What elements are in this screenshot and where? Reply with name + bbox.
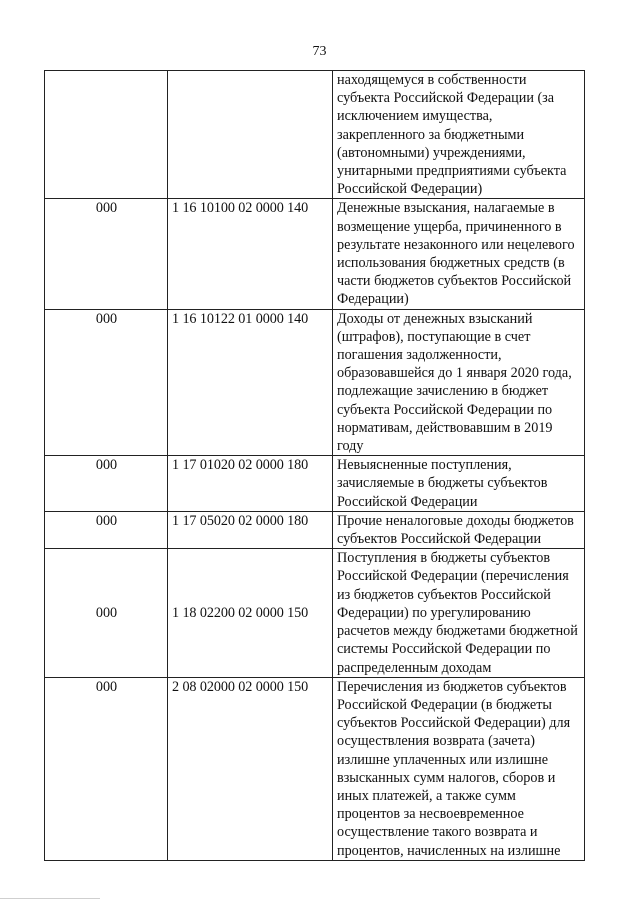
- revenue-name-cell: Невыясненные поступления, зачисляемые в бюджеты субъектов Российской Федерации: [333, 456, 585, 512]
- revenue-code-cell: 1 18 02200 02 0000 150: [168, 549, 333, 677]
- revenue-code-cell: 2 08 02000 02 0000 150: [168, 677, 333, 860]
- table-row: [45, 199, 585, 309]
- revenue-name-cell: Поступления в бюджеты субъектов Российской Федерации (перечисления из бюджетов субъектов Российской Федерации) по урегулированию расчетов между бюджетами бюджетной системы Российской Федерации по распределенным доходам: [333, 549, 585, 677]
- revenue-code-cell: 1 17 05020 02 0000 180: [168, 511, 333, 548]
- admin-code-cell: 000: [45, 677, 168, 860]
- revenue-code-cell: 1 16 10122 01 0000 140: [168, 309, 333, 456]
- revenue-code-cell: [168, 71, 333, 199]
- admin-code-cell: [45, 71, 168, 199]
- admin-code-cell: 000: [45, 199, 168, 309]
- scan-edge-line: [0, 898, 100, 899]
- table-row: [45, 511, 585, 548]
- revenue-name-cell: Денежные взыскания, налагаемые в возмещение ущерба, причиненного в результате незаконного или нецелевого использования бюджетных средств (в части бюджетов субъектов Российской Федерации): [333, 199, 585, 309]
- revenue-code-cell: 1 16 10100 02 0000 140: [168, 199, 333, 309]
- admin-code-cell: 000: [45, 549, 168, 677]
- revenue-name-cell: Прочие неналоговые доходы бюджетов субъектов Российской Федерации: [333, 511, 585, 548]
- table-row: [45, 549, 585, 677]
- revenue-name-cell: находящемуся в собственности субъекта Российской Федерации (за исключением имущества, закрепленного за бюджетными (автономными) учреждениями, унитарными предприятиями субъекта Российской Федерации): [333, 71, 585, 199]
- admin-code-cell: 000: [45, 309, 168, 456]
- admin-code-cell: 000: [45, 456, 168, 512]
- admin-code-cell: 000: [45, 511, 168, 548]
- table-row: [45, 309, 585, 456]
- table-row: [45, 677, 585, 860]
- table-row: [45, 456, 585, 512]
- revenue-name-cell: Доходы от денежных взысканий (штрафов), поступающие в счет погашения задолженности, образовавшейся до 1 января 2020 года, подлежащие зачислению в бюджет субъекта Российской Федерации по нормативам, действовавшим в 2019 году: [333, 309, 585, 456]
- page-number: 73: [312, 44, 327, 59]
- revenue-code-cell: 1 17 01020 02 0000 180: [168, 456, 333, 512]
- revenue-name-cell: Перечисления из бюджетов субъектов Российской Федерации (в бюджеты субъектов Российской Федерации) для осуществления возврата (зачета) излишне уплаченных или излишне взысканных сумм налогов, сборов и иных платежей, а также сумм процентов за несвоевременное осуществление такого возврата и процентов, начисленных на излишне: [333, 677, 585, 860]
- budget-revenue-table: [44, 70, 585, 861]
- table-row: [45, 71, 585, 199]
